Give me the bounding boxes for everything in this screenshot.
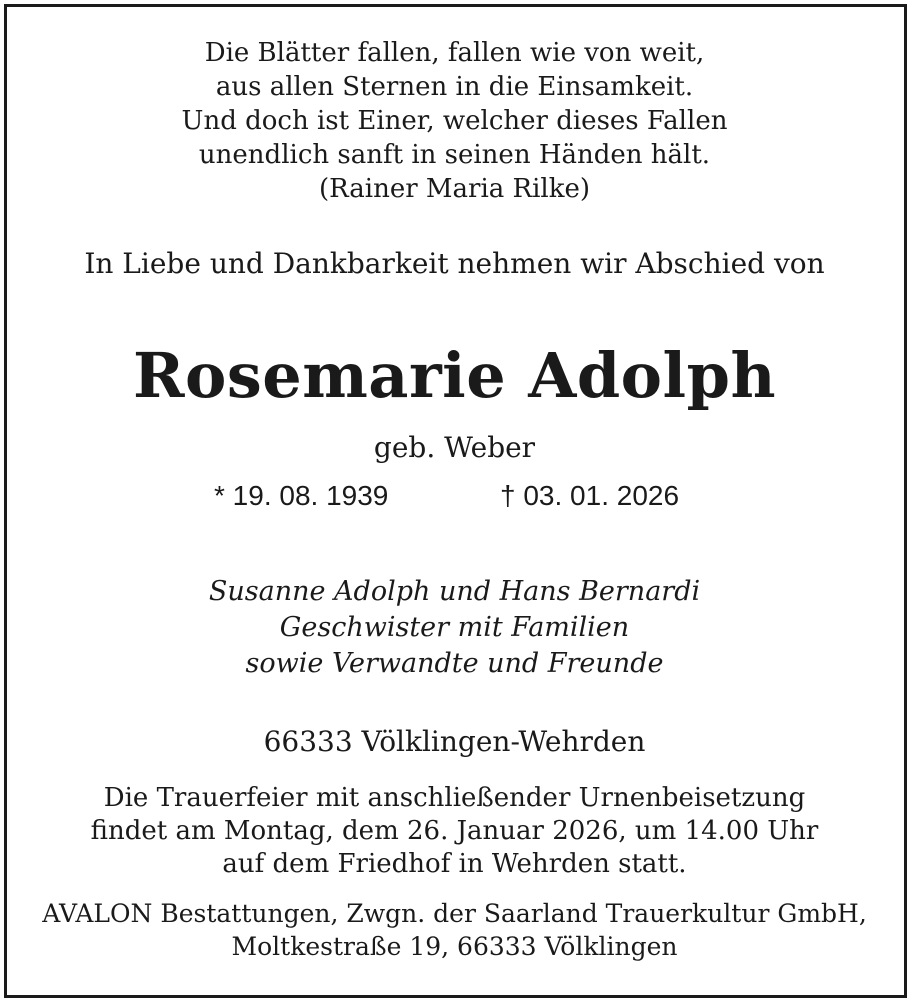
ceremony-line: auf dem Friedhof in Wehrden statt. [222,849,687,879]
mourner-line: Geschwister mit Familien [279,612,630,643]
poem-line: Und doch ist Einer, welcher dieses Fallen [181,106,728,136]
poem-author: (Rainer Maria Rilke) [318,174,591,204]
birth-date: * 19. 08. 1939 [214,480,389,511]
location-text: 66333 Völklingen-Wehrden [263,725,646,758]
poem-line: Die Blätter fallen, fallen wie von weit, [204,38,705,68]
location [0,724,909,760]
funeral-home-line: Moltkestraße 19, 66333 Völklingen [231,932,678,961]
maiden-name-text: geb. Weber [373,431,536,464]
funeral-home-line: AVALON Bestattungen, Zwgn. der Saarland Trauerkultur GmbH, [42,899,867,928]
poem-line: aus allen Sternen in die Einsamkeit. [215,72,694,102]
poem [0,36,909,206]
death-date: † 03. 01. 2026 [500,480,680,511]
farewell-line: In Liebe und Dankbarkeit nehmen wir Abschied von [84,247,825,280]
deceased-name-text: Rosemarie Adolph [132,339,777,412]
ceremony-line: findet am Montag, dem 26. Januar 2026, um 14.00 Uhr [90,816,819,846]
ceremony-info [0,782,909,881]
mourner-line: sowie Verwandte und Freunde [245,648,664,679]
mourner-line: Susanne Adolph und Hans Bernardi [208,576,701,607]
maiden-name [0,430,909,466]
mourners [0,574,909,682]
deceased-name [0,338,909,414]
ceremony-line: Die Trauerfeier mit anschließender Urnenbeisetzung [103,783,806,813]
poem-line: unendlich sanft in seinen Händen hält. [198,140,711,170]
life-dates [0,478,909,514]
funeral-home [0,897,909,963]
farewell-text [0,246,909,282]
